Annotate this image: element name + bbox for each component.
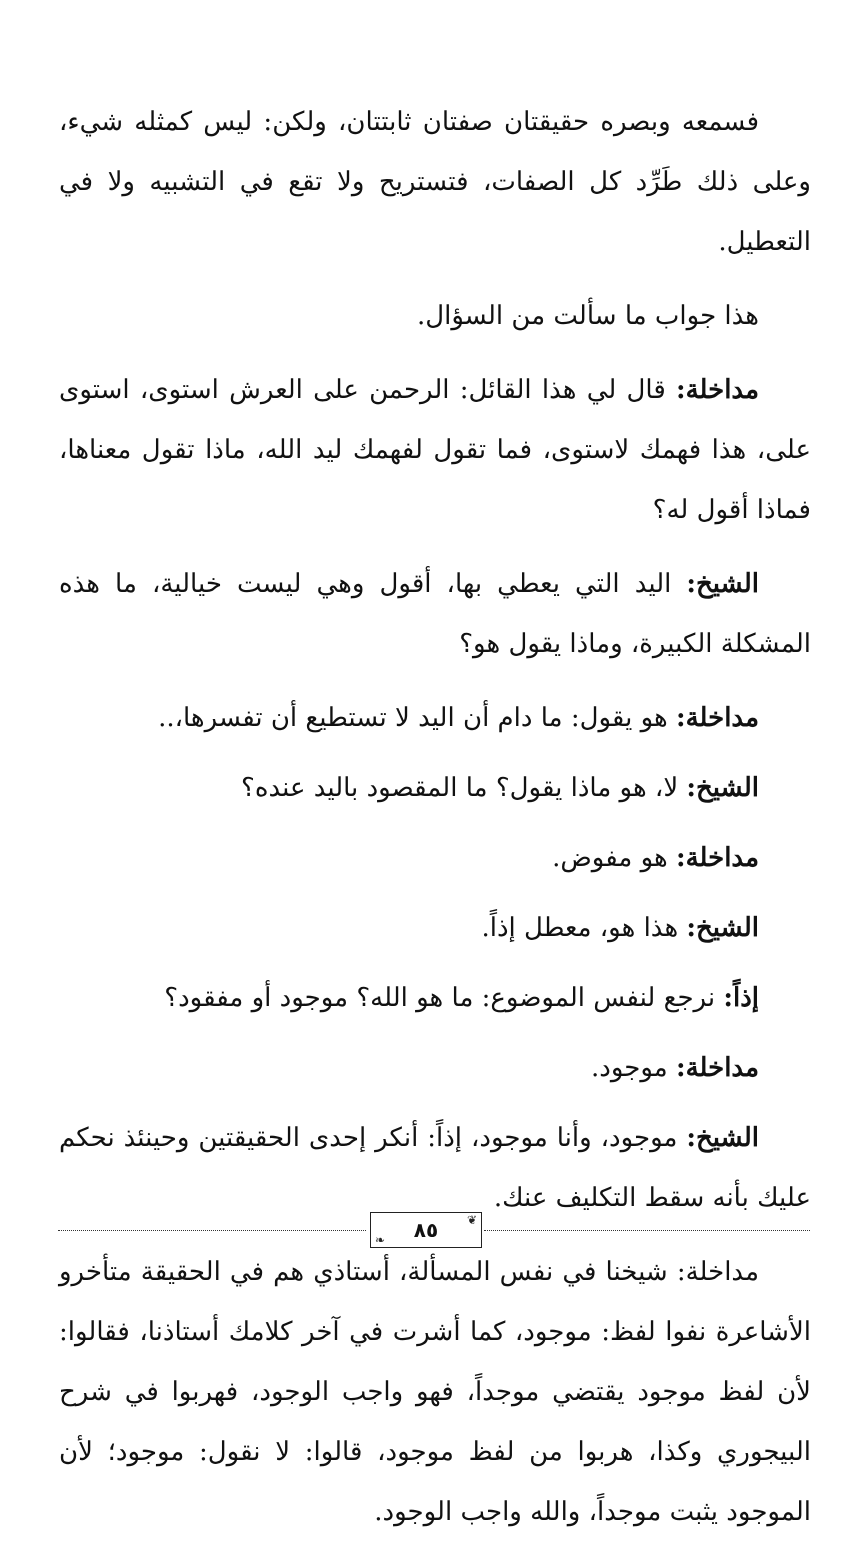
- speaker-label: إذاً:: [723, 983, 759, 1013]
- paragraph-10: [59, 1038, 811, 1098]
- paragraph-text: نرجع لنفس الموضوع: ما هو الله؟ موجود أو مفقود؟: [164, 983, 724, 1013]
- page-number-frame: [370, 1212, 482, 1248]
- paragraph-text: هو مفوض.: [552, 843, 676, 873]
- paragraph-text: هو يقول: ما دام أن اليد لا تستطيع أن تفسرها،..: [158, 703, 676, 733]
- paragraph-text: فسمعه وبصره حقيقتان صفتان ثابتتان، ولكن: ليس كمثله شيء، وعلى ذلك طَرِّد كل الصفات، فتستريح ولا تقع في التشبيه ولا في التعطيل.: [59, 107, 811, 257]
- speaker-label: مداخلة:: [675, 843, 759, 873]
- paragraph-8: [59, 898, 811, 958]
- page-number: ٨٥: [413, 1218, 439, 1242]
- ornament-icon: ❧: [375, 1233, 386, 1247]
- footer-rule-left: [58, 1230, 366, 1231]
- paragraph-2: [59, 286, 811, 346]
- paragraph-4: [59, 554, 811, 674]
- speaker-label: مداخلة:: [675, 703, 759, 733]
- paragraph-text: قال لي هذا القائل: الرحمن على العرش استوى، استوى على، هذا فهمك لاستوى، فما تقول لفهمك ليد الله، ماذا تقول معناها، فماذا أقول له؟: [59, 375, 811, 525]
- ornament-icon: ❦: [466, 1213, 477, 1227]
- speaker-label: الشيخ:: [686, 569, 759, 599]
- speaker-label: الشيخ:: [686, 913, 759, 943]
- paragraph-7: [59, 828, 811, 888]
- paragraph-11: [59, 1108, 811, 1228]
- paragraph-text: هذا هو، معطل إذاً.: [481, 913, 687, 943]
- paragraph-12: [59, 1242, 811, 1542]
- paragraph-text: اليد التي يعطي بها، أقول وهي ليست خيالية، ما هذه المشكلة الكبيرة، وماذا يقول هو؟: [59, 569, 811, 659]
- paragraph-text: هذا جواب ما سألت من السؤال.: [417, 301, 759, 331]
- paragraph-text: موجود.: [591, 1053, 676, 1083]
- paragraph-3: [59, 360, 811, 540]
- paragraph-text: مداخلة: شيخنا في نفس المسألة، أستاذي هم في الحقيقة متأخرو الأشاعرة نفوا لفظ: موجود، كما أشرت في آخر كلامك أستاذنا، فقالوا: لأن لفظ موجود يقتضي موجداً، فهو واجب الوجود، فهربوا في شرح البيجوري وكذا، هربوا من لفظ موجود، قالوا: لا نقول: موجود؛ لأن الموجود يثبت موجداً، والله واجب الوجود.: [59, 1257, 811, 1527]
- speaker-label: الشيخ:: [686, 1123, 759, 1153]
- page-body: [59, 92, 811, 1556]
- speaker-label: الشيخ:: [686, 773, 759, 803]
- paragraph-text: موجود، وأنا موجود، إذاً: أنكر إحدى الحقيقتين وحينئذ نحكم عليك بأنه سقط التكليف عنك.: [59, 1123, 811, 1213]
- paragraph-1: [59, 92, 811, 272]
- page-footer: [58, 1212, 810, 1252]
- paragraph-5: [59, 688, 811, 748]
- paragraph-9: [59, 968, 811, 1028]
- speaker-label: مداخلة:: [675, 375, 759, 405]
- speaker-label: مداخلة:: [675, 1053, 759, 1083]
- paragraph-6: [59, 758, 811, 818]
- footer-rule-right: [484, 1230, 810, 1231]
- paragraph-text: لا، هو ماذا يقول؟ ما المقصود باليد عنده؟: [241, 773, 687, 803]
